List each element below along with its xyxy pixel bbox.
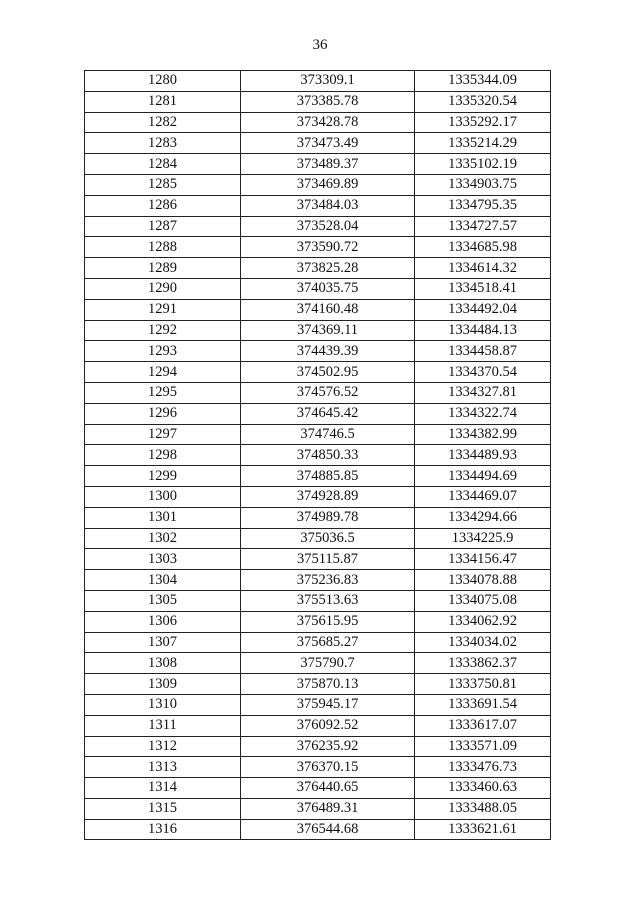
x-coordinate-cell: 375036.5 bbox=[241, 528, 415, 549]
x-coordinate-cell: 373528.04 bbox=[241, 216, 415, 237]
table-row bbox=[85, 819, 551, 840]
point-number-cell: 1287 bbox=[85, 216, 241, 237]
x-coordinate-cell: 374576.52 bbox=[241, 382, 415, 403]
table-row bbox=[85, 133, 551, 154]
table-row bbox=[85, 154, 551, 175]
point-number-cell: 1297 bbox=[85, 424, 241, 445]
point-number-cell: 1301 bbox=[85, 507, 241, 528]
point-number-cell: 1313 bbox=[85, 757, 241, 778]
y-coordinate-cell: 1334075.08 bbox=[415, 590, 551, 611]
point-number-cell: 1306 bbox=[85, 611, 241, 632]
x-coordinate-cell: 375615.95 bbox=[241, 611, 415, 632]
y-coordinate-cell: 1335344.09 bbox=[415, 71, 551, 92]
x-coordinate-cell: 374502.95 bbox=[241, 362, 415, 383]
table-row bbox=[85, 632, 551, 653]
table-row bbox=[85, 507, 551, 528]
table-row bbox=[85, 341, 551, 362]
table-row bbox=[85, 715, 551, 736]
y-coordinate-cell: 1333476.73 bbox=[415, 757, 551, 778]
y-coordinate-cell: 1333571.09 bbox=[415, 736, 551, 757]
x-coordinate-cell: 374989.78 bbox=[241, 507, 415, 528]
page-number: 36 bbox=[312, 37, 328, 53]
x-coordinate-cell: 373428.78 bbox=[241, 112, 415, 133]
point-number-cell: 1298 bbox=[85, 445, 241, 466]
y-coordinate-cell: 1333488.05 bbox=[415, 798, 551, 819]
coordinate-table-body bbox=[85, 71, 551, 840]
x-coordinate-cell: 375945.17 bbox=[241, 694, 415, 715]
table-row bbox=[85, 362, 551, 383]
y-coordinate-cell: 1333460.63 bbox=[415, 778, 551, 799]
x-coordinate-cell: 373590.72 bbox=[241, 237, 415, 258]
x-coordinate-cell: 376235.92 bbox=[241, 736, 415, 757]
point-number-cell: 1305 bbox=[85, 590, 241, 611]
point-number-cell: 1296 bbox=[85, 403, 241, 424]
y-coordinate-cell: 1334614.32 bbox=[415, 258, 551, 279]
x-coordinate-cell: 374439.39 bbox=[241, 341, 415, 362]
point-number-cell: 1290 bbox=[85, 278, 241, 299]
x-coordinate-cell: 374928.89 bbox=[241, 486, 415, 507]
point-number-cell: 1309 bbox=[85, 674, 241, 695]
point-number-cell: 1307 bbox=[85, 632, 241, 653]
table-row bbox=[85, 674, 551, 695]
y-coordinate-cell: 1334685.98 bbox=[415, 237, 551, 258]
table-row bbox=[85, 112, 551, 133]
y-coordinate-cell: 1334034.02 bbox=[415, 632, 551, 653]
y-coordinate-cell: 1333691.54 bbox=[415, 694, 551, 715]
x-coordinate-cell: 374645.42 bbox=[241, 403, 415, 424]
y-coordinate-cell: 1335292.17 bbox=[415, 112, 551, 133]
table-row bbox=[85, 424, 551, 445]
y-coordinate-cell: 1335320.54 bbox=[415, 91, 551, 112]
x-coordinate-cell: 373309.1 bbox=[241, 71, 415, 92]
table-row bbox=[85, 403, 551, 424]
y-coordinate-cell: 1333750.81 bbox=[415, 674, 551, 695]
y-coordinate-cell: 1335102.19 bbox=[415, 154, 551, 175]
x-coordinate-cell: 373385.78 bbox=[241, 91, 415, 112]
x-coordinate-cell: 375870.13 bbox=[241, 674, 415, 695]
point-number-cell: 1286 bbox=[85, 195, 241, 216]
x-coordinate-cell: 374160.48 bbox=[241, 299, 415, 320]
point-number-cell: 1304 bbox=[85, 570, 241, 591]
table-row bbox=[85, 798, 551, 819]
point-number-cell: 1284 bbox=[85, 154, 241, 175]
table-row bbox=[85, 528, 551, 549]
x-coordinate-cell: 375790.7 bbox=[241, 653, 415, 674]
point-number-cell: 1315 bbox=[85, 798, 241, 819]
y-coordinate-cell: 1334518.41 bbox=[415, 278, 551, 299]
point-number-cell: 1294 bbox=[85, 362, 241, 383]
table-row bbox=[85, 549, 551, 570]
table-row bbox=[85, 71, 551, 92]
table-row bbox=[85, 195, 551, 216]
y-coordinate-cell: 1334795.35 bbox=[415, 195, 551, 216]
x-coordinate-cell: 375685.27 bbox=[241, 632, 415, 653]
point-number-cell: 1291 bbox=[85, 299, 241, 320]
y-coordinate-cell: 1334370.54 bbox=[415, 362, 551, 383]
y-coordinate-cell: 1334382.99 bbox=[415, 424, 551, 445]
y-coordinate-cell: 1334484.13 bbox=[415, 320, 551, 341]
point-number-cell: 1312 bbox=[85, 736, 241, 757]
table-row bbox=[85, 694, 551, 715]
point-number-cell: 1308 bbox=[85, 653, 241, 674]
y-coordinate-cell: 1333621.61 bbox=[415, 819, 551, 840]
table-row bbox=[85, 653, 551, 674]
x-coordinate-cell: 376370.15 bbox=[241, 757, 415, 778]
point-number-cell: 1295 bbox=[85, 382, 241, 403]
point-number-cell: 1311 bbox=[85, 715, 241, 736]
x-coordinate-cell: 376440.65 bbox=[241, 778, 415, 799]
x-coordinate-cell: 376092.52 bbox=[241, 715, 415, 736]
x-coordinate-cell: 373825.28 bbox=[241, 258, 415, 279]
point-number-cell: 1310 bbox=[85, 694, 241, 715]
point-number-cell: 1282 bbox=[85, 112, 241, 133]
table-row bbox=[85, 611, 551, 632]
table-row bbox=[85, 320, 551, 341]
point-number-cell: 1302 bbox=[85, 528, 241, 549]
y-coordinate-cell: 1334078.88 bbox=[415, 570, 551, 591]
table-row bbox=[85, 237, 551, 258]
x-coordinate-cell: 374035.75 bbox=[241, 278, 415, 299]
point-number-cell: 1280 bbox=[85, 71, 241, 92]
point-number-cell: 1314 bbox=[85, 778, 241, 799]
table-row bbox=[85, 590, 551, 611]
y-coordinate-cell: 1334225.9 bbox=[415, 528, 551, 549]
table-row bbox=[85, 736, 551, 757]
point-number-cell: 1299 bbox=[85, 466, 241, 487]
table-row bbox=[85, 778, 551, 799]
x-coordinate-cell: 376544.68 bbox=[241, 819, 415, 840]
table-row bbox=[85, 258, 551, 279]
point-number-cell: 1300 bbox=[85, 486, 241, 507]
point-number-cell: 1303 bbox=[85, 549, 241, 570]
table-row bbox=[85, 278, 551, 299]
y-coordinate-cell: 1335214.29 bbox=[415, 133, 551, 154]
table-row bbox=[85, 299, 551, 320]
point-number-cell: 1283 bbox=[85, 133, 241, 154]
x-coordinate-cell: 375236.83 bbox=[241, 570, 415, 591]
table-row bbox=[85, 486, 551, 507]
table-row bbox=[85, 570, 551, 591]
table-row bbox=[85, 382, 551, 403]
y-coordinate-cell: 1334458.87 bbox=[415, 341, 551, 362]
x-coordinate-cell: 373473.49 bbox=[241, 133, 415, 154]
point-number-cell: 1289 bbox=[85, 258, 241, 279]
table-row bbox=[85, 174, 551, 195]
table-row bbox=[85, 445, 551, 466]
y-coordinate-cell: 1334727.57 bbox=[415, 216, 551, 237]
point-number-cell: 1281 bbox=[85, 91, 241, 112]
x-coordinate-cell: 375513.63 bbox=[241, 590, 415, 611]
y-coordinate-cell: 1334492.04 bbox=[415, 299, 551, 320]
point-number-cell: 1288 bbox=[85, 237, 241, 258]
x-coordinate-cell: 373469.89 bbox=[241, 174, 415, 195]
x-coordinate-cell: 374369.11 bbox=[241, 320, 415, 341]
point-number-cell: 1316 bbox=[85, 819, 241, 840]
point-number-cell: 1293 bbox=[85, 341, 241, 362]
y-coordinate-cell: 1333617.07 bbox=[415, 715, 551, 736]
x-coordinate-cell: 375115.87 bbox=[241, 549, 415, 570]
y-coordinate-cell: 1334156.47 bbox=[415, 549, 551, 570]
x-coordinate-cell: 374850.33 bbox=[241, 445, 415, 466]
y-coordinate-cell: 1334489.93 bbox=[415, 445, 551, 466]
table-row bbox=[85, 466, 551, 487]
x-coordinate-cell: 374746.5 bbox=[241, 424, 415, 445]
y-coordinate-cell: 1333862.37 bbox=[415, 653, 551, 674]
x-coordinate-cell: 373484.03 bbox=[241, 195, 415, 216]
x-coordinate-cell: 374885.85 bbox=[241, 466, 415, 487]
point-number-cell: 1285 bbox=[85, 174, 241, 195]
point-number-cell: 1292 bbox=[85, 320, 241, 341]
table-row bbox=[85, 757, 551, 778]
y-coordinate-cell: 1334469.07 bbox=[415, 486, 551, 507]
y-coordinate-cell: 1334322.74 bbox=[415, 403, 551, 424]
y-coordinate-cell: 1334494.69 bbox=[415, 466, 551, 487]
y-coordinate-cell: 1334327.81 bbox=[415, 382, 551, 403]
table-row bbox=[85, 216, 551, 237]
x-coordinate-cell: 376489.31 bbox=[241, 798, 415, 819]
x-coordinate-cell: 373489.37 bbox=[241, 154, 415, 175]
coordinate-table bbox=[84, 70, 551, 840]
y-coordinate-cell: 1334294.66 bbox=[415, 507, 551, 528]
y-coordinate-cell: 1334903.75 bbox=[415, 174, 551, 195]
table-row bbox=[85, 91, 551, 112]
y-coordinate-cell: 1334062.92 bbox=[415, 611, 551, 632]
